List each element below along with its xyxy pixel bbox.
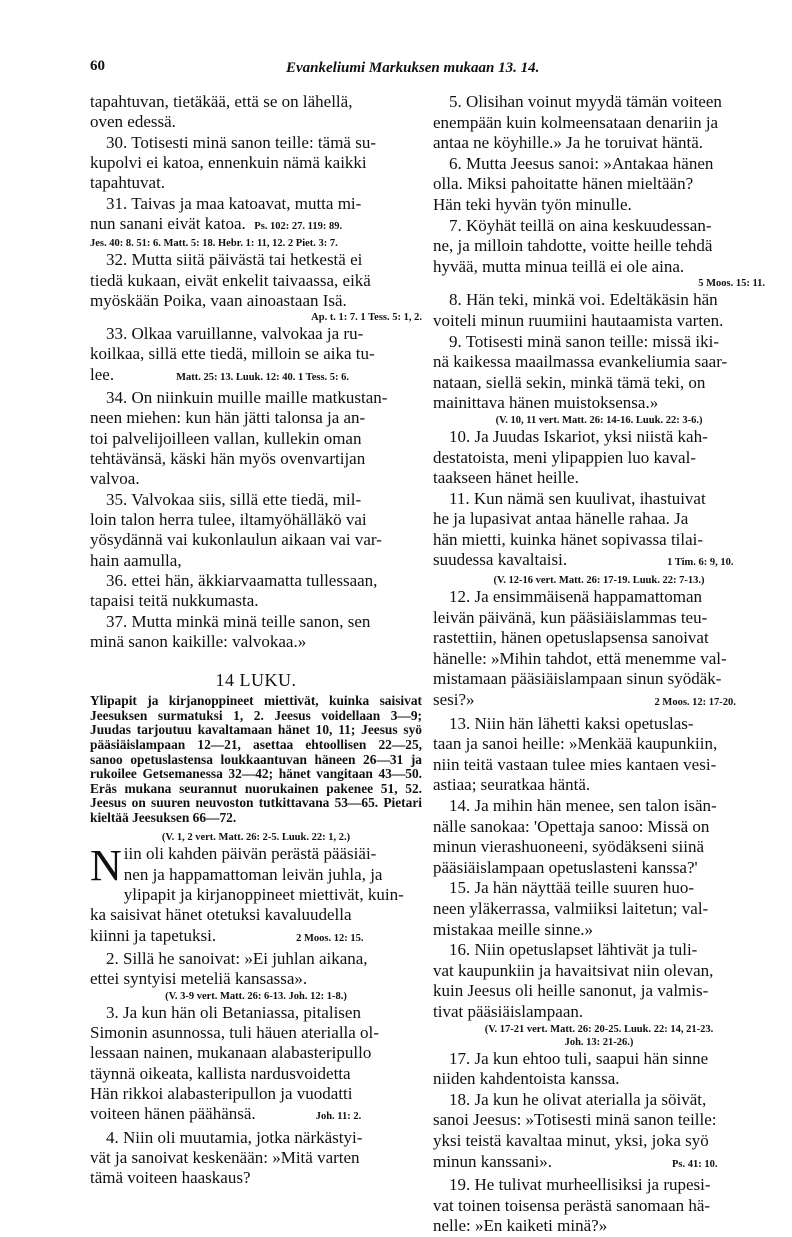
cross-reference: (V. 17-21 vert. Matt. 26: 20-25. Luuk. 22: 14, 21-23. [484, 1023, 714, 1035]
text-line: oven edessä. [90, 112, 176, 132]
line-text: voiteen hänen päähänsä. [90, 1104, 256, 1124]
line-text: sesi?» [433, 690, 475, 710]
text-line [90, 214, 422, 237]
line-text: nun sanani eivät katoa. [90, 213, 246, 233]
cross-reference: Joh. 13: 21-26.) [564, 1036, 634, 1048]
cross-reference: (V. 12-16 vert. Matt. 26: 17-19. Luuk. 22: 7-13.) [493, 575, 705, 587]
verse-5: 5. Olisihan voinut myydä tämän voiteen [449, 92, 722, 111]
text-line: vat kaupunkiin ja havaitsivat niin olevan, [433, 960, 714, 980]
text-line: täynnä oikeata, kallista nardusvoidetta [90, 1063, 351, 1083]
verse-1-block [90, 841, 422, 891]
text-line: pääsiäislampaan opetuslasteni kanssa?' [433, 857, 698, 877]
page-number: 60 [90, 58, 105, 74]
text-line: ka saisivat hänet otetuksi kavaluudella [90, 905, 352, 925]
text-line: lessaan nainen, mukanaan alabasteripullo [90, 1043, 372, 1063]
drop-cap: N [90, 841, 122, 891]
text-line: koilkaa, sillä ette tiedä, milloin se aika tu- [90, 344, 375, 364]
verse-7: 7. Köyhät teillä on aina keskuudessan- [449, 215, 712, 235]
verse-4: 4. Niin oli muutamia, jotka närkästyi- [106, 1127, 363, 1147]
cross-reference: Ap. t. 1: 7. 1 Tess. 5: 1, 2. [311, 312, 422, 324]
line-text: suudessa kavaltaisi. [433, 550, 568, 570]
verse-31: 31. Taivas ja maa katoavat, mutta mi- [106, 193, 362, 213]
text-line: hain aamulla, [90, 550, 182, 570]
verse-18: 18. Ja kun he olivat aterialla ja söivät, [449, 1089, 707, 1109]
verse-33: 33. Olkaa varuillanne, valvokaa ja ru- [106, 324, 364, 344]
text-line: yksi teistä kavaltaa minut, yksi, joka syö [433, 1130, 709, 1150]
text-line: rastettiin, hänen opetuslapsensa sanoivat [433, 628, 709, 648]
verse-16: 16. Niin opetuslapset lähtivät ja tuli- [449, 940, 698, 960]
text-line: neen yläkerrassa, valmiiksi laitetun; val- [433, 898, 709, 918]
text-line: myöskään Poika, vaan ainoastaan Isä. [90, 290, 347, 310]
text-line: Hän teki hyvän työn minulle. [433, 194, 632, 214]
text-line: enempään kuin kolmeensataan denariin ja [433, 112, 719, 132]
text-line: niiden kahdentoista kanssa. [433, 1069, 620, 1089]
verse-2: 2. Sillä he sanoivat: »Ei juhlan aikana, [106, 949, 368, 969]
text-line: tapahtuvan, tietäkää, että se on lähellä, [90, 92, 353, 111]
text-line: neen miehen: kun hän jätti talonsa ja an- [90, 408, 366, 428]
text-line: tivat pääsiäislampaan. [433, 1001, 584, 1021]
verse-6: 6. Mutta Jeesus sanoi: »Antakaa hänen [449, 153, 714, 173]
text-line: yösydännä vai kukonlaulun aikaan vai var- [90, 530, 382, 550]
verse-37: 37. Mutta minkä minä teille sanon, sen [106, 611, 371, 631]
text-line: iin oli kahden päivän perästä pääsiäi- [123, 844, 377, 864]
cross-reference: Ps. 102: 27. 119: 89. [254, 220, 343, 232]
text-line: ne, ja milloin tahdotte, voitte heille tehdä [433, 236, 713, 256]
verse-8: 8. Hän teki, minkä voi. Edeltäkäsin hän [449, 290, 718, 310]
line-text: minun kanssani». [433, 1151, 552, 1171]
chapter-summary: Ylipapit ja kirjanoppineet miettivät, kuinka saisivat Jeesuksen surmatuksi 1, 2. Jeesus voidellaan 3—9; Juudas tarjoutuu kavaltamaan hänet 10, 11; Jeesus syö pääsiäislampaan 12—21, asettaa ehtoollisen 22—25, sanoo opetuslastensa loukkaantuvan häneen 26—31 ja rukoilee Getsemanessa 32—42; hänet vangitaan 43—50. Eräs mukana seurannut nuorukainen pakenee 51, 52. Jeesus on suuren neuvoston tutkittavana 53—65. Pietari kieltää Jeesuksen 66—72. [90, 693, 422, 825]
cross-reference: 5 Moos. 15: 11. [698, 278, 765, 290]
running-head: Evankeliumi Markuksen mukaan 13. 14. [286, 60, 540, 76]
text-line: nataan, siellä sekin, minkä tämä teki, on [433, 372, 706, 392]
cross-reference: (V. 1, 2 vert. Matt. 26: 2-5. Luuk. 22: 1, 2.) [161, 832, 351, 844]
verse-3: 3. Ja kun hän oli Betaniassa, pitalisen [106, 1002, 361, 1022]
verse-34: 34. On niinkuin muille maille matkustan- [106, 388, 388, 408]
line-text: kiinni ja tapetuksi. [90, 925, 217, 945]
text-line: he ja lupasivat antaa hänelle rahaa. Ja [433, 509, 689, 529]
verse-14: 14. Ja mihin hän menee, sen talon isän- [449, 796, 717, 815]
text-line: tehtävänsä, käski hän myös ovenvartijan [90, 449, 366, 468]
text-line [433, 1152, 765, 1176]
verse-35: 35. Valvokaa siis, sillä ette tiedä, mil- [106, 489, 362, 509]
text-line [433, 550, 765, 574]
text-line: mistamaan pääsiäislampaan sinun syödäk- [433, 669, 722, 689]
text-line: nen ja happamattoman leivän juhla, ja [123, 864, 383, 884]
text-line: voiteli minun ruumiini hautaamista varten. [433, 310, 724, 330]
text-line: hyvää, mutta minua teillä ei ole aina. [433, 256, 685, 276]
cross-reference: Jes. 40: 8. 51: 6. Matt. 5: 18. Hebr. 1: 11, 12. 2 Piet. 3: 7. [90, 238, 338, 250]
text-line: nälle sanokaa: 'Opettaja sanoo: Missä on [433, 816, 710, 836]
verse-9: 9. Totisesti minä sanon teille: missä iki- [449, 331, 719, 351]
verse-11: 11. Kun nämä sen kuulivat, ihastuivat [449, 488, 706, 508]
verse-15: 15. Ja hän näyttää teille suuren huo- [449, 878, 695, 898]
chapter-title: 14 LUKU. [215, 670, 297, 691]
text-line: mainittava hänen muistoksensa.» [433, 393, 659, 413]
text-line: antaa ne köyhille.» Ja he toruivat häntä. [433, 133, 704, 153]
text-line [90, 1104, 422, 1127]
cross-reference: 2 Moos. 12: 15. [296, 932, 364, 944]
text-line: sanoi Jeesus: »Totisesti minä sanon teille: [433, 1110, 717, 1130]
cross-reference: (V. 10, 11 vert. Matt. 26: 14-16. Luuk. 22: 3-6.) [495, 414, 703, 426]
text-line: Hän rikkoi alabasteripullon ja vuodatti [90, 1083, 353, 1103]
verse-10: 10. Ja Juudas Iskariot, yksi niistä kah- [449, 426, 708, 446]
verse-13: 13. Niin hän lähetti kaksi opetuslas- [449, 713, 694, 733]
text-line: valvoa. [90, 469, 140, 489]
text-line: tapaisi teitä nukkumasta. [90, 591, 259, 611]
cross-reference: 1 Tim. 6: 9, 10. [667, 557, 734, 569]
cross-reference: (V. 3-9 vert. Matt. 26: 6-13. Joh. 12: 1-8.) [165, 990, 347, 1002]
text-line: taakseen hänet heille. [433, 468, 579, 488]
text-line: nä kaikessa maailmassa evankeliumia saar- [433, 352, 728, 372]
text-line: tämä voiteen haaskaus? [90, 1168, 251, 1188]
text-line: kuin Jeesus oli heille sanonut, ja valmis- [433, 981, 709, 1001]
text-line: loin talon herra tulee, iltamyöhälläkö vai [90, 509, 367, 529]
text-line: astiaa; seuratkaa häntä. [433, 775, 591, 795]
text-line: tiedä kukaan, eivät enkelit taivaassa, eikä [90, 270, 371, 290]
text-line: olla. Miksi pahoitatte hänen mieltään? [433, 174, 694, 194]
text-line [433, 690, 765, 714]
verse-12: 12. Ja ensimmäisenä happamattoman [449, 587, 703, 607]
text-line: kupolvi ei katoa, ennenkuin nämä kaikki [90, 152, 367, 172]
verse-19: 19. He tulivat murheellisiksi ja rupesi- [449, 1175, 711, 1195]
text-line: destatoista, meni ylipappien luo kaval- [433, 447, 696, 467]
text-line: toi palvelijoilleen vallan, kullekin oman [90, 428, 362, 448]
line-text: lee. [90, 364, 115, 384]
verse-30: 30. Totisesti minä sanon teille: tämä su- [106, 132, 376, 152]
verse-36: 36. ettei hän, äkkiarvaamatta tullessaan, [106, 570, 378, 590]
text-line: nelle: »En kaiketi minä?» [433, 1216, 608, 1236]
text-line: ettei syntyisi meteliä kansassa». [90, 969, 308, 989]
text-line: niin teitä vastaan tulee mies kantaen vesi- [433, 754, 717, 774]
cross-reference: 2 Moos. 12: 17-20. [654, 697, 736, 709]
left-column [90, 92, 422, 1188]
text-line: leivän päivänä, kun pääsiäislammas teu- [433, 607, 708, 627]
text-line: ylipapit ja kirjanoppineet miettivät, kuin- [123, 885, 404, 905]
text-line: Simonin asunnossa, tuli häuen aterialla ol- [90, 1022, 379, 1042]
text-line: hän mietti, kuinka hänet sopivassa tilai- [433, 529, 704, 549]
text-line: vat toinen toisensa perästä sanomaan hä- [433, 1195, 711, 1215]
text-line [90, 365, 422, 388]
text-line [90, 926, 422, 949]
verse-17: 17. Ja kun ehtoo tuli, saapui hän sinne [449, 1048, 709, 1068]
text-line: minä sanon kaikille: valvokaa.» [90, 631, 307, 651]
right-column [433, 92, 765, 1237]
text-line: taan ja sanoi heille: »Menkää kaupunkiin, [433, 734, 718, 754]
text-line: mistakaa meille sinne.» [433, 919, 594, 939]
verse-32: 32. Mutta siitä päivästä tai hetkestä ei [106, 250, 363, 270]
cross-reference: Joh. 11: 2. [315, 1111, 362, 1123]
cross-reference: Matt. 25: 13. Luuk. 12: 40. 1 Tess. 5: 6. [176, 371, 350, 383]
text-line: vät ja sanoivat keskenään: »Mitä varten [90, 1147, 360, 1167]
text-line: minun vierashuoneeni, syödäkseni siinä [433, 837, 705, 857]
text-line: tapahtuvat. [90, 173, 166, 193]
text-line: hänelle: »Mihin tahdot, että menemme val- [433, 648, 727, 668]
cross-reference: Ps. 41: 10. [672, 1158, 718, 1170]
